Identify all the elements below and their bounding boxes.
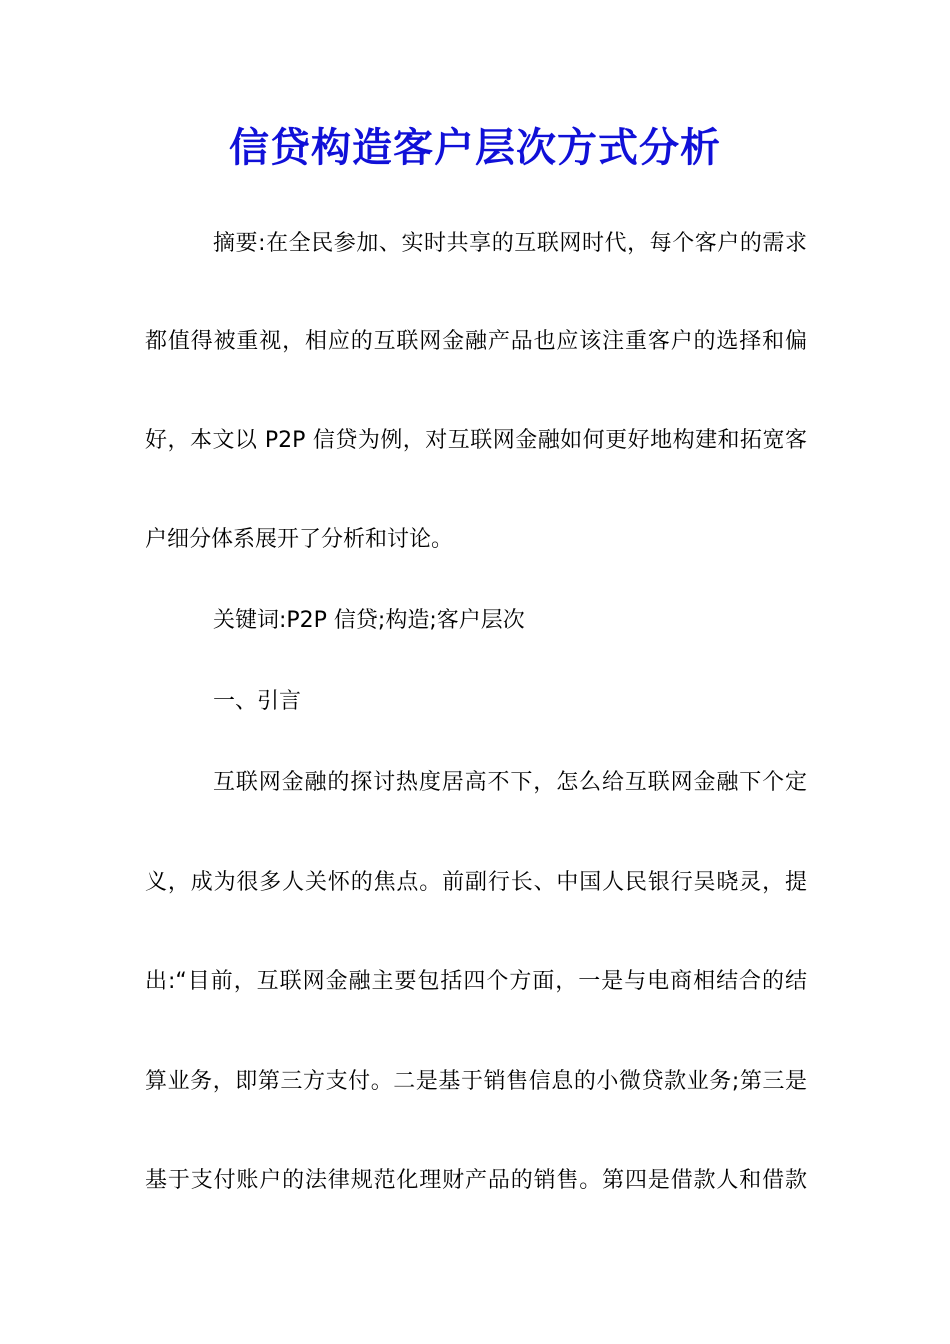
body-line-5: 基于支付账户的法律规范化理财产品的销售。第四是借款人和借款: [145, 1168, 807, 1193]
abstract-line-3: 好，本文以 P2P 信贷为例，对互联网金融如何更好地构建和拓宽客: [145, 428, 807, 453]
body-line-4: 算业务，即第三方支付。二是基于销售信息的小微贷款业务;第三是: [145, 1069, 807, 1094]
body-line-2: 义，成为很多人关怀的焦点。前副行长、中国人民银行吴晓灵，提: [145, 870, 807, 895]
abstract-line-4: 户细分体系展开了分析和讨论。: [145, 527, 454, 552]
body-line-1: 互联网金融的探讨热度居高不下，怎么给互联网金融下个定: [213, 770, 807, 795]
section-heading-intro: 一、引言: [213, 689, 302, 714]
abstract-line-2: 都值得被重视，相应的互联网金融产品也应该注重客户的选择和偏: [145, 329, 807, 354]
document-title: 信贷构造客户层次方式分析: [229, 124, 721, 171]
keywords-line: 关键词:P2P 信贷;构造;客户层次: [213, 608, 525, 633]
abstract-line-1: 摘要:在全民参加、实时共享的互联网时代，每个客户的需求: [213, 231, 807, 256]
body-line-3: 出:“目前，互联网金融主要包括四个方面，一是与电商相结合的结: [145, 969, 807, 994]
